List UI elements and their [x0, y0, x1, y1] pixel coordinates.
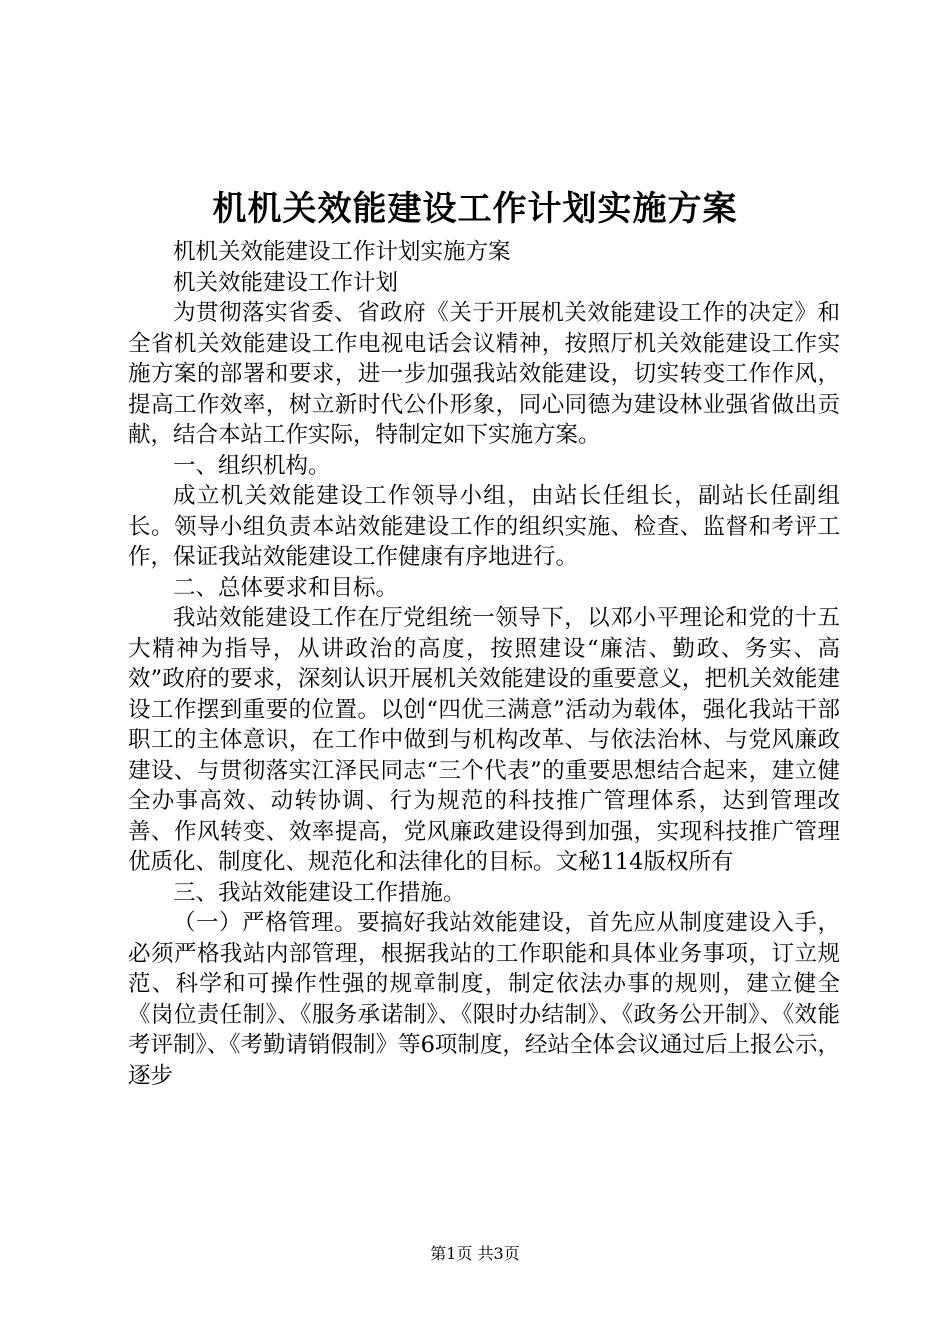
- paragraph-subtitle: 机机关效能建设工作计划实施方案: [173, 239, 511, 265]
- paragraph-requirements: 我站效能建设工作在厅党组统一领导下，以邓小平理论和党的十五大精神为指导，从讲政治的高度，按照建设“廉洁、勤政、务实、高效”政府的要求，深刻认识开展机关效能建设的重要意义，把机关效能建设工作摆到重要的位置。以创“四优三满意”活动为载体，强化我站干部职工的主体意识，在工作中做到与机构改革、与依法治林、与党风廉政建设、与贯彻落实江泽民同志“三个代表”的重要思想结合起来，建立健全办事高效、动转协调、行为规范的科技推广管理体系，达到管理改善、作风转变、效率提高，党风廉政建设得到加强，实现科技推广管理优质化、制度化、规范化和法律化的目标。文秘114版权所有: [128, 605, 840, 875]
- paragraph-measures: （一）严格管理。要搞好我站效能建设，首先应从制度建设入手，必须严格我站内部管理，根据我站的工作职能和具体业务事项，订立规范、科学和可操作性强的规章制度，制定依法办事的规则，建立健全《岗位责任制》、《服务承诺制》、《限时办结制》、《政务公开制》、《效能考评制》、《考勤请销假制》等6项制度，经站全体会议通过后上报公示，逐步: [128, 910, 840, 1089]
- paragraph-intro: 为贯彻落实省委、省政府《关于开展机关效能建设工作的决定》和全省机关效能建设工作电视电话会议精神，按照厅机关效能建设工作实施方案的部署和要求，进一步加强我站效能建设，切实转变工作作风，提高工作效率，树立新时代公仆形象，同心同德为建设林业强省做出贡献，结合本站工作实际，特制定如下实施方案。: [128, 300, 840, 448]
- section-heading-2: 二、总体要求和目标。: [173, 574, 399, 601]
- section-heading-1: 一、组织机构。: [173, 452, 331, 479]
- section-heading-3: 三、我站效能建设工作措施。: [173, 879, 466, 906]
- page-footer: 第1页 共3页: [430, 1244, 520, 1263]
- document-title: 机机关效能建设工作计划实施方案: [212, 189, 738, 229]
- paragraph-heading: 机关效能建设工作计划: [173, 269, 399, 296]
- document-body: [128, 237, 840, 1091]
- paragraph-organization: 成立机关效能建设工作领导小组，由站长任组长，副站长任副组长。领导小组负责本站效能建设工作的组织实施、检查、监督和考评工作，保证我站效能建设工作健康有序地进行。: [128, 483, 840, 570]
